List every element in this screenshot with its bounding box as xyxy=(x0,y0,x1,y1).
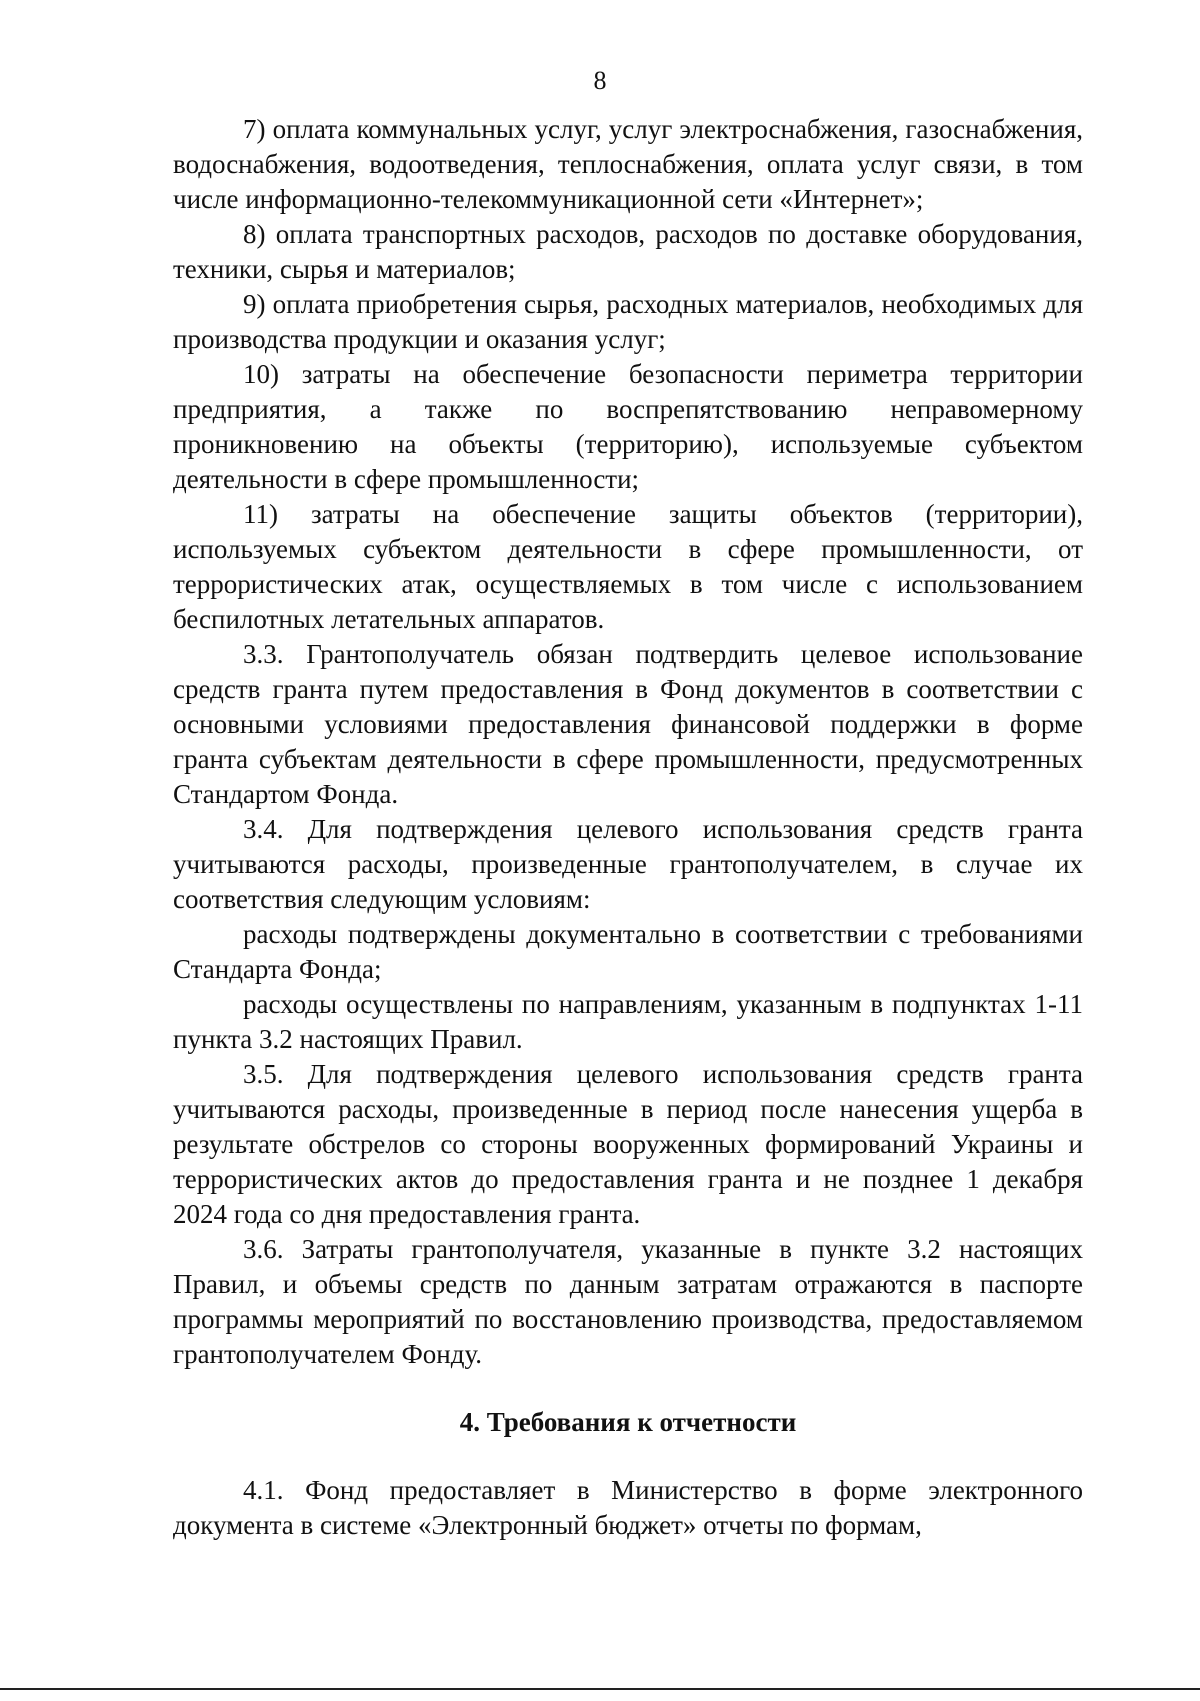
paragraph-item-7: 7) оплата коммунальных услуг, услуг электроснабжения, газоснабжения, водоснабжения, водоотведения, теплоснабжения, оплата услуг связи, в том числе информационно-телекоммуникационной сети «Интернет»; xyxy=(173,114,1083,214)
page-number: 8 xyxy=(593,66,607,95)
paragraph-item-9: 9) оплата приобретения сырья, расходных материалов, необходимых для производства продукции и оказания услуг; xyxy=(173,289,1083,354)
paragraph-condition-1: расходы подтверждены документально в соответствии с требованиями Стандарта Фонда; xyxy=(173,919,1083,984)
paragraph-3-3: 3.3. Грантополучатель обязан подтвердить целевое использование средств гранта путем предоставления в Фонд документов в соответствии с основными условиями предоставления финансовой поддержки в форме гранта субъектам деятельности в сфере промышленности, предусмотренных Стандартом Фонда. xyxy=(173,639,1083,809)
paragraph-condition-2: расходы осуществлены по направлениям, указанным в подпунктах 1-11 пункта 3.2 настоящих Правил. xyxy=(173,989,1083,1054)
section-heading: 4. Требования к отчетности xyxy=(459,1407,797,1437)
paragraph-4-1: 4.1. Фонд предоставляет в Министерство в форме электронного документа в системе «Электронный бюджет» отчеты по формам, xyxy=(173,1475,1083,1540)
document-body xyxy=(173,112,1083,1543)
paragraph-item-11: 11) затраты на обеспечение защиты объектов (территории), используемых субъектом деятельности в сфере промышленности, от террористических атак, осуществляемых в том числе с использованием беспилотных летательных аппаратов. xyxy=(173,499,1083,634)
paragraph-item-10: 10) затраты на обеспечение безопасности периметра территории предприятия, а также по воспрепятствованию неправомерному проникновению на объекты (территорию), используемые субъектом деятельности в сфере промышленности; xyxy=(173,359,1083,494)
paragraph-3-5: 3.5. Для подтверждения целевого использования средств гранта учитываются расходы, произведенные в период после нанесения ущерба в результате обстрелов со стороны вооруженных формирований Украины и террористических актов до предоставления гранта и не позднее 1 декабря 2024 года со дня предоставления гранта. xyxy=(173,1059,1083,1229)
paragraph-3-4: 3.4. Для подтверждения целевого использования средств гранта учитываются расходы, произведенные грантополучателем, в случае их соответствия следующим условиям: xyxy=(173,814,1083,914)
paragraph-item-8: 8) оплата транспортных расходов, расходов по доставке оборудования, техники, сырья и материалов; xyxy=(173,219,1083,284)
paragraph-3-6: 3.6. Затраты грантополучателя, указанные в пункте 3.2 настоящих Правил, и объемы средств по данным затратам отражаются в паспорте программы мероприятий по восстановлению производства, предоставляемом грантополучателем Фонду. xyxy=(173,1234,1083,1369)
bottom-scan-border xyxy=(0,1688,1200,1690)
